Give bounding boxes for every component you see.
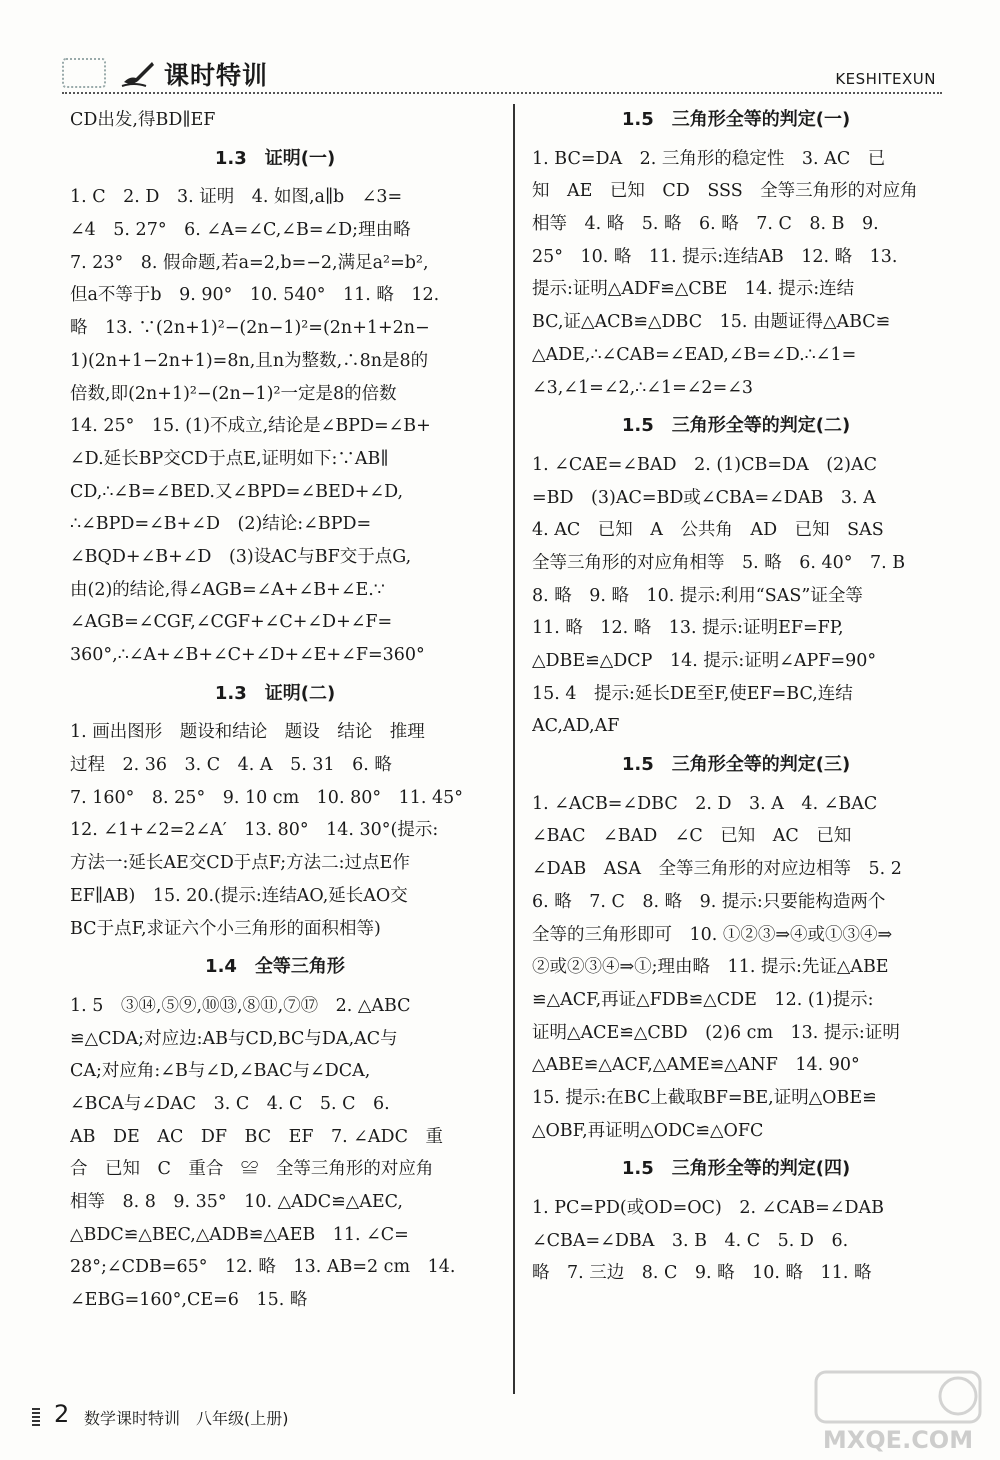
section-heading: 1.5 三角形全等的判定(三) — [621, 754, 851, 776]
answer-line: ∠D.延长BP交CD于点E,证明如下:∵AB∥ — [70, 448, 389, 469]
answer-line: 15. 4 提示:延长DE至F,使EF=BC,连结 — [532, 683, 853, 704]
section-heading: 1.3 证明(一) — [214, 147, 336, 169]
answer-line: 6. 略 7. C 8. 略 9. 提示:只要能构造两个 — [532, 891, 886, 912]
answer-line: =BD (3)AC=BD或∠CBA=∠DAB 3. A — [532, 487, 876, 508]
answer-line: 1. ∠CAE=∠BAD 2. (1)CB=DA (2)AC — [532, 454, 878, 475]
answer-line: 1. C 2. D 3. 证明 4. 如图,a∥b ∠3= — [70, 187, 403, 208]
answer-line: ∠3,∠1=∠2,∴∠1=∠2=∠3 — [532, 377, 754, 398]
answer-line: ∠EBG=160°,CE=6 15. 略 — [70, 1290, 308, 1311]
answer-line: 相等 8. 8 9. 35° 10. △ADC≌△AEC, — [70, 1192, 403, 1212]
answer-line: ∠DAB ASA 全等三角形的对应边相等 5. 2 — [532, 859, 902, 880]
answer-line: ∠BAC ∠BAD ∠C 已知 AC 已知 — [532, 826, 852, 847]
answer-line: 8. 略 9. 略 10. 提示:利用“SAS”证全等 — [532, 585, 863, 606]
footer-mark — [32, 1408, 40, 1426]
answer-line: 略 13. ∵(2n+1)²−(2n−1)²=(2n+1+2n− — [70, 318, 430, 339]
answer-line: ②或②③④⇒①;理由略 11. 提示:先证△ABE — [532, 957, 889, 978]
section-heading: 1.3 证明(二) — [214, 682, 336, 704]
watermark — [808, 1366, 988, 1454]
answer-line: 合 已知 C 重合 ≌ 全等三角形的对应角 — [70, 1159, 434, 1180]
answer-line: 由(2)的结论,得∠AGB=∠A+∠B+∠E.∵ — [70, 579, 385, 600]
logo-icon — [62, 58, 106, 88]
answer-line: CA;对应角:∠B与∠D,∠BAC与∠DCA, — [70, 1061, 371, 1082]
answer-line: △OBF,再证明△ODC≌△OFC — [532, 1120, 764, 1141]
answer-line: 360°,∴∠A+∠B+∠C+∠D+∠E+∠F=360° — [70, 645, 425, 665]
watermark-logo-icon — [808, 1366, 988, 1426]
right-column — [532, 104, 940, 1290]
section-heading: 1.5 三角形全等的判定(二) — [621, 415, 851, 437]
column-divider — [513, 104, 515, 1394]
answer-line: △BDC≌△BEC,△ADB≌△AEB 11. ∠C= — [70, 1224, 409, 1245]
answer-line: 14. 25° 15. (1)不成立,结论是∠BPD=∠B+ — [70, 416, 431, 437]
answer-line: 7. 23° 8. 假命题,若a=2,b=−2,满足a²=b², — [70, 252, 429, 273]
answer-line: ≌△ACF,再证△FDB≌△CDE 12. (1)提示: — [532, 989, 874, 1010]
pen-icon — [120, 56, 156, 88]
answer-line: CD,∴∠B=∠BED.又∠BPD=∠BED+∠D, — [70, 481, 404, 502]
answer-line: ∠4 5. 27° 6. ∠A=∠C,∠B=∠D;理由略 — [70, 220, 411, 241]
header-pinyin: KESHITEXUN — [835, 70, 936, 88]
answer-line: △DBE≌△DCP 14. 提示:证明∠APF=90° — [532, 651, 877, 671]
page-header — [62, 52, 942, 100]
answer-line: AB DE AC DF BC EF 7. ∠ADC 重 — [70, 1126, 443, 1147]
answer-line: 略 7. 三边 8. C 9. 略 10. 略 11. 略 — [532, 1263, 872, 1284]
answer-line: ∠BCA与∠DAC 3. C 4. C 5. C 6. — [70, 1093, 390, 1114]
answer-line: ∠CBA=∠DBA 3. B 4. C 5. D 6. — [532, 1230, 849, 1251]
answer-line: BC于点F,求证六个小三角形的面积相等) — [70, 918, 381, 939]
answer-line: 12. ∠1+∠2=2∠A′ 13. 80° 14. 30°(提示: — [70, 820, 439, 841]
header-rule — [62, 92, 942, 94]
answer-line: 知 AE 已知 CD SSS 全等三角形的对应角 — [532, 181, 918, 202]
answer-line: BC,证△ACB≌△DBC 15. 由题证得△ABC≌ — [532, 312, 891, 333]
answer-line: CD出发,得BD∥EF — [70, 110, 216, 130]
answer-line: 7. 160° 8. 25° 9. 10 cm 10. 80° 11. 45° — [70, 787, 463, 808]
answer-line: 方法一:延长AE交CD于点F;方法二:过点E作 — [70, 853, 410, 874]
footer-book-title: 数学课时特训 八年级(上册) — [84, 1409, 289, 1428]
answer-line: △ABE≌△ACF,△AME≌△ANF 14. 90° — [532, 1055, 860, 1076]
page-number: 2 — [54, 1400, 70, 1428]
section-heading: 1.5 三角形全等的判定(四) — [621, 1158, 851, 1180]
answer-line: EF∥AB) 15. 20.(提示:连结AO,延长AO交 — [70, 885, 408, 906]
answer-line: 提示:证明△ADF≌△CBE 14. 提示:连结 — [532, 279, 855, 300]
answer-line: ∠BQD+∠B+∠D (3)设AC与BF交于点G, — [70, 546, 412, 567]
section-heading: 1.5 三角形全等的判定(一) — [621, 109, 851, 130]
answer-line: 15. 提示:在BC上截取BF=BE,证明△OBE≌ — [532, 1087, 877, 1108]
answer-line: 过程 2. 36 3. C 4. A 5. 31 6. 略 — [70, 755, 392, 776]
left-column — [70, 104, 480, 1317]
answer-line: 1. 5 ③⑭,⑤⑨,⑩⑬,⑧⑪,⑦⑰ 2. △ABC — [70, 995, 411, 1016]
answer-line: 25° 10. 略 11. 提示:连结AB 12. 略 13. — [532, 246, 898, 267]
answer-line: 1)(2n+1−2n+1)=8n,且n为整数,∴8n是8的 — [70, 350, 429, 371]
section-heading: 1.4 全等三角形 — [205, 956, 345, 978]
answer-line: ∴∠BPD=∠B+∠D (2)结论:∠BPD= — [70, 514, 372, 535]
answer-line: ∠AGB=∠CGF,∠CGF+∠C+∠D+∠F= — [70, 612, 393, 633]
answer-line: 4. AC 已知 A 公共角 AD 已知 SAS — [532, 520, 884, 541]
answer-line: 1. BC=DA 2. 三角形的稳定性 3. AC 已 — [532, 148, 886, 169]
watermark-text: MXQE.COM — [822, 1426, 974, 1454]
answer-line: 倍数,即(2n+1)²−(2n−1)²一定是8的倍数 — [70, 383, 397, 404]
answer-line: 1. PC=PD(或OD=OC) 2. ∠CAB=∠DAB — [532, 1198, 884, 1218]
answer-line: 1. 画出图形 题设和结论 题设 结论 推理 — [70, 722, 425, 743]
answer-line: 证明△ACE≌△CBD (2)6 cm 13. 提示:证明 — [532, 1022, 900, 1043]
answer-line: 但a不等于b 9. 90° 10. 540° 11. 略 12. — [70, 285, 440, 306]
answer-line: 11. 略 12. 略 13. 提示:证明EF=FP, — [532, 618, 844, 639]
answer-line: ≌△CDA;对应边:AB与CD,BC与DA,AC与 — [70, 1028, 398, 1049]
answer-line: AC,AD,AF — [532, 716, 620, 737]
answer-line: 全等三角形的对应角相等 5. 略 6. 40° 7. B — [532, 552, 906, 573]
answer-line: 全等的三角形即可 10. ①②③⇒④或①③④⇒ — [532, 924, 893, 945]
answer-line: △ADE,∴∠CAB=∠EAD,∠B=∠D.∴∠1= — [532, 344, 857, 365]
header-title: 课时特训 — [164, 61, 269, 90]
answer-line: 28°;∠CDB=65° 12. 略 13. AB=2 cm 14. — [70, 1257, 456, 1278]
answer-line: 1. ∠ACB=∠DBC 2. D 3. A 4. ∠BAC — [532, 793, 878, 814]
answer-line: 相等 4. 略 5. 略 6. 略 7. C 8. B 9. — [532, 214, 879, 235]
